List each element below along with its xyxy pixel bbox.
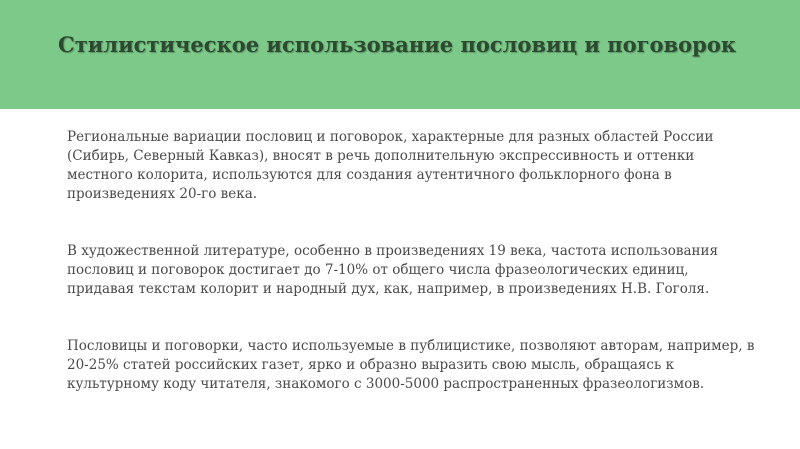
paragraph-regional-variations: Региональные вариации пословиц и поговорок, характерные для разных областей России (Сибирь, Северный Кавказ), вносят в речь дополнительную экспрессивность и оттенки местного колорита, используются для создания аутентичного фольклорного фона в произведениях 20-го века. <box>67 129 714 202</box>
paragraph-fiction-usage: В художественной литературе, особенно в произведениях 19 века, частота использования пословиц и поговорок достигает до 7-10% от общего числа фразеологических единиц, придавая текстам колорит и народный дух, как, например, в произведениях Н.В. Гоголя. <box>67 243 718 297</box>
paragraph-journalism-usage: Пословицы и поговорки, часто используемые в публицистике, позволяют авторам, например, в 20-25% статей российских газет, ярко и образно выразить свою мысль, обращаясь к культурному коду читателя, знакомого с 3000-5000 распространенных фразеологизмов. <box>67 338 755 392</box>
slide-body <box>67 128 757 394</box>
slide-title: Стилистическое использование пословиц и поговорок <box>58 32 737 57</box>
